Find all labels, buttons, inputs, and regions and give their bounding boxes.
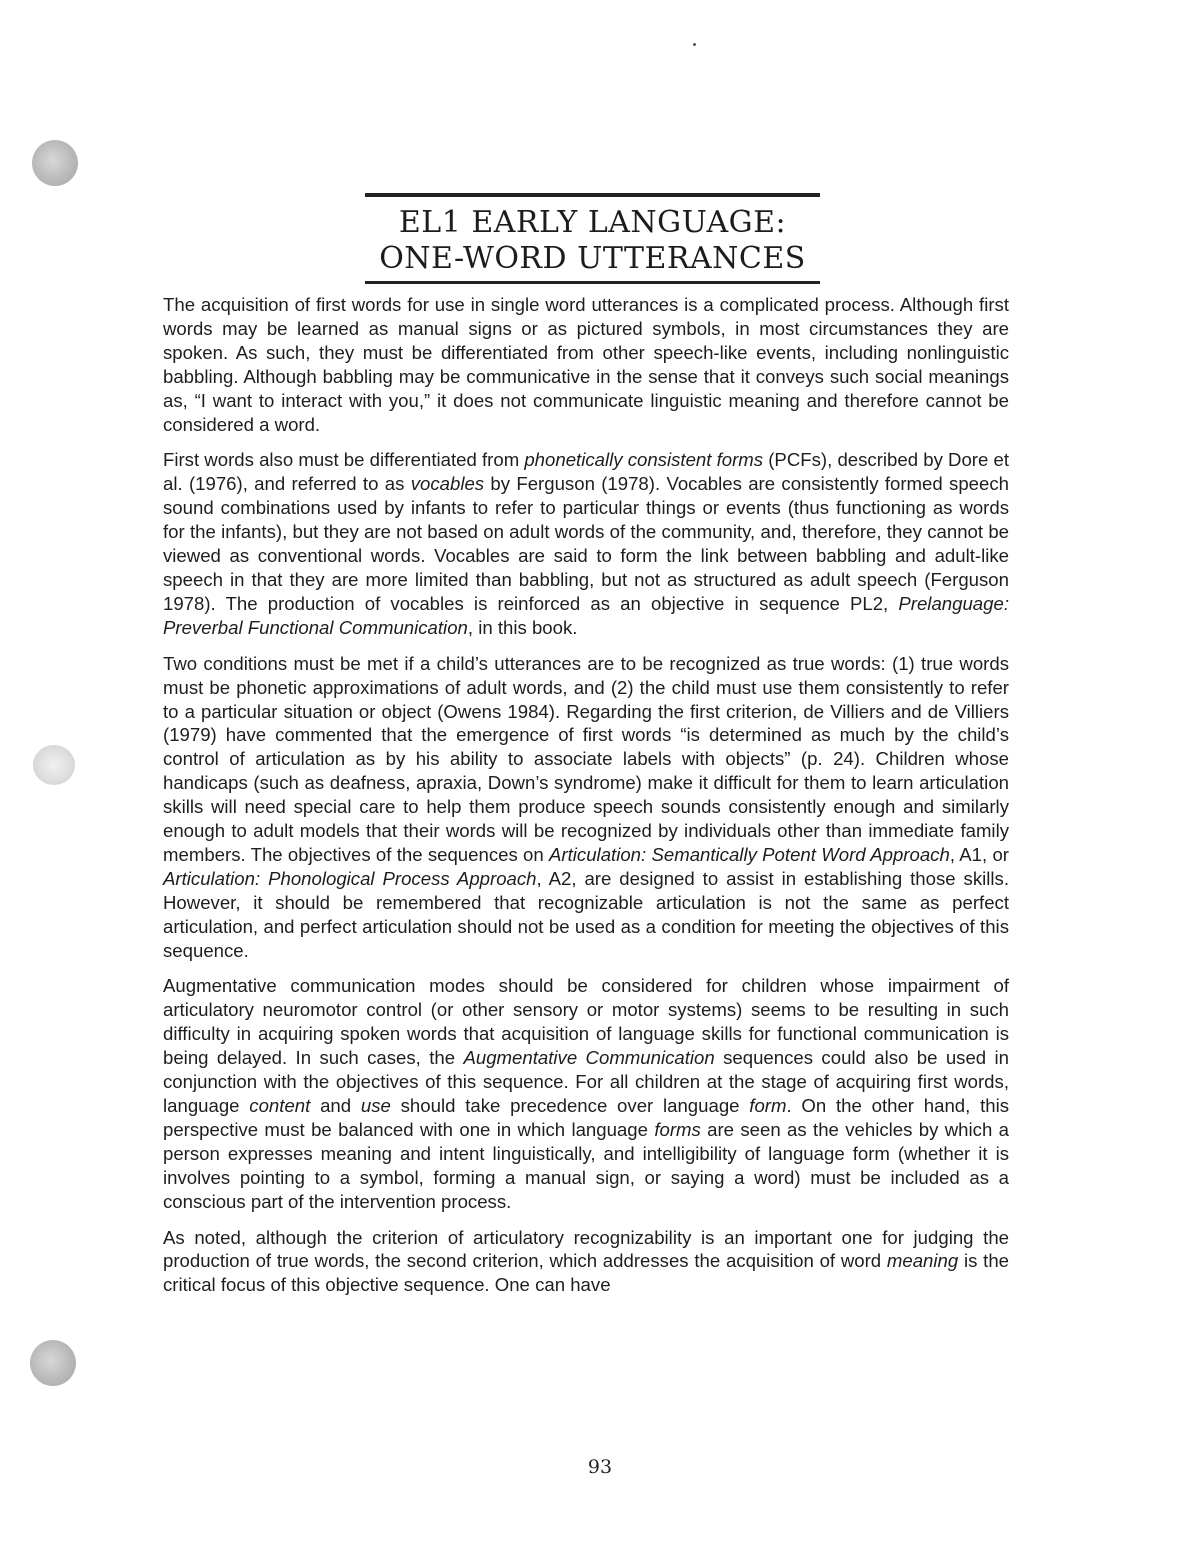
chapter-title <box>365 193 820 284</box>
text-run: are seen as the vehicles by which a person expresses meaning and intent linguistically, and intelligibility of language form (whether it is involves pointing to a symbol, forming a manual sign, or saying a word) must be included as a conscious part of the intervention process. <box>163 1118 1009 1212</box>
text-run: (PCFs), described by Dore et al. (1976), and referred to as <box>163 449 1010 495</box>
body-text <box>163 293 1009 1309</box>
page-number: 93 <box>587 1456 613 1478</box>
italic-text-run: Prelanguage: Preverbal Functional Communication <box>163 592 1009 638</box>
text-run: The acquisition of first words for use in single word utterances is a complicated process. Although first words may be learned as manual signs or as pictured symbols, in most circumstances they are spoken. As such, they must be differentiated from other speech-like events, including nonlinguistic babbling. Although babbling may be communicative in the sense that it conveys such social meanings as, “I want to interact with you,” it does not communicate linguistic meaning and therefore cannot be considered a word. <box>163 294 1009 435</box>
text-run: As noted, although the criterion of articulatory recognizability is an important one for judging the production of true words, the second criterion, which addresses the acquisition of word <box>163 1226 1009 1272</box>
title-underline <box>365 281 820 284</box>
punch-hole-middle <box>33 745 75 785</box>
paragraph <box>163 652 1009 963</box>
text-run: sequences could also be used in conjunction with the objectives of this sequence. For all children at the stage of acquiring first words, language <box>163 1047 1009 1116</box>
paragraph <box>163 448 1009 639</box>
text-run: . On the other hand, this perspective must be balanced with one in which language <box>163 1095 1010 1140</box>
text-run: , in this book. <box>467 616 578 638</box>
italic-text-run: form <box>749 1095 787 1116</box>
punch-hole-bottom <box>30 1340 76 1386</box>
italic-text-run: forms <box>654 1118 701 1140</box>
italic-text-run: use <box>360 1095 391 1116</box>
italic-text-run: phonetically consistent forms <box>524 449 764 471</box>
italic-text-run: vocables <box>410 473 485 495</box>
title-line-2: ONE-WORD UTTERANCES <box>379 241 806 276</box>
italic-text-run: Articulation: Semantically Potent Word Approach <box>549 843 950 865</box>
paragraph <box>163 293 1009 436</box>
text-run: First words also must be differentiated from <box>163 449 525 471</box>
text-run: and <box>310 1095 361 1116</box>
scan-speck <box>693 43 696 46</box>
text-run: by Ferguson (1978). Vocables are consistently formed speech sound combinations used by infants to refer to particular things or events (thus functioning as words for the infants), but they are not based on adult words of the community, and, therefore, they cannot be viewed as conventional words. Vocables are said to form the link between babbling and adult-like speech in that they are more limited than babbling, but not as structured as adult speech (Ferguson 1978). The production of vocables is reinforced as an objective in sequence PL2, <box>163 473 1009 614</box>
text-run: , A2, are designed to assist in establishing those skills. However, it should be remembered that recognizable articulation is not the same as perfect articulation, and perfect articulation should not be used as a condition for meeting the objectives of this sequence. <box>163 867 1009 961</box>
text-run: should take precedence over language <box>390 1095 750 1116</box>
italic-text-run: Articulation: Phonological Process Approach <box>163 867 537 889</box>
text-run: , A1, or <box>949 843 1009 865</box>
title-line-1: EL1 EARLY LANGUAGE: <box>398 205 787 240</box>
italic-text-run: Augmentative Communication <box>463 1047 715 1069</box>
text-run: Two conditions must be met if a child’s utterances are to be recognized as true words: (1) true words must be phonetic approximations of adult words, and (2) the child must use them consistently to refer to a particular situation or object (Owens 1984). Regarding the first criterion, de Villiers and de Villiers (1979) have commented that the emergence of first words “is determined as much by the child’s control of articulation as by his ability to associate labels with objects” (p. 24). Children whose handicaps (such as deafness, apraxia, Down’s syndrome) make it difficult for them to learn articulation skills will need special care to help them produce speech sounds consistently enough and similarly enough to adult models that their words will be recognized by individuals other than immediate family members. The objectives of the sequences on <box>163 652 1009 865</box>
italic-text-run: content <box>249 1095 311 1116</box>
text-run: Augmentative communication modes should be considered for children whose impairment of articulatory neuromotor control (or other sensory or motor systems) seems to be resulting in such difficulty in acquiring spoken words that acquisition of language skills for functional communication is being delayed. In such cases, the <box>163 975 1009 1069</box>
italic-text-run: meaning <box>886 1250 959 1272</box>
punch-hole-top <box>32 140 78 186</box>
text-run: is the critical focus of this objective sequence. One can have <box>163 1250 1010 1296</box>
paragraph <box>163 974 1009 1213</box>
paragraph <box>163 1226 1009 1298</box>
